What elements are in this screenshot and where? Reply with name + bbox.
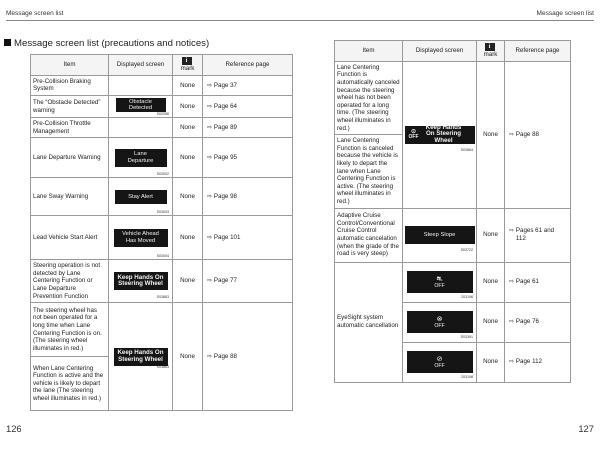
row-mark: None [477,262,505,302]
arrow-icon: ⇨ [509,227,515,235]
running-head-right: Message screen list [536,10,594,17]
table-row [31,75,293,95]
table-row [335,208,571,262]
screen-lane-departure: Lane Departure [115,149,167,167]
arrow-icon: ⇨ [207,233,213,241]
row-display [109,96,173,118]
col-ref-header: Reference page [505,41,571,62]
row-mark: None [173,178,203,216]
row-item: Adaptive Cruise Control/Conventional Cruise Control automatic cancelation (when the grade of the road is very steep) [335,208,403,262]
page-number-left: 126 [6,423,22,434]
col-item-header: Item [31,55,109,76]
ref-page-link[interactable]: Page 37 [213,81,237,89]
steering-wheel-off-icon: ⊙ OFF [408,129,419,141]
message-table-left [30,54,293,411]
ref-page-link[interactable]: Page 98 [213,192,237,200]
steering-assist-icon: ⊗ [436,315,443,323]
screen-keep-hands-on: Keep Hands On Steering Wheel [114,348,168,366]
col-display-header: Displayed screen [403,41,477,62]
ref-page-link[interactable]: Page 64 [213,102,237,110]
row-mark: None [173,118,203,138]
row-ref [203,178,293,216]
screen-code: S03722 [460,248,473,253]
table-row [31,216,293,260]
header-rule-right [300,20,594,21]
table-row [31,260,293,303]
row-display-empty [109,75,173,95]
row-mark: None [173,260,203,303]
row-ref [505,208,571,262]
row-item: The steering wheel has not been operated for a long time when Lane Centering Function is on. (The steering wheel illuminates in red.) [31,303,109,357]
arrow-icon: ⇨ [207,277,213,285]
info-icon: i [182,57,192,65]
eyesight-warning-icon: ⛐ [436,275,443,283]
row-item: Lane Departure Warning [31,138,109,178]
row-ref [203,75,293,95]
row-mark: None [173,75,203,95]
screen-keep-hands-on: Keep Hands On Steering Wheel [114,272,168,290]
row-display [403,61,477,208]
row-item: Lead Vehicle Start Alert [31,216,109,260]
row-ref [505,61,571,208]
col-mark-header: imark [477,41,505,62]
row-item: EyeSight system automatic cancellation [335,262,403,382]
screen-code: S03002 [156,171,169,176]
row-mark: None [477,61,505,208]
row-item: Pre-Collision Braking System [31,75,109,95]
row-item: Steering operation is not detected by Lane Centering Function or Lane Departure Prevention Function [31,260,109,303]
screen-code: 203196 [461,295,473,300]
screen-code: S03003 [156,209,169,214]
screen-eyesight-off-1: ⛐ OFF [407,271,473,293]
ref-page-link[interactable]: Page 89 [213,123,237,131]
screen-eyesight-off-2: ⊗ OFF [407,311,473,333]
right-page [300,0,600,450]
arrow-icon: ⇨ [509,358,515,366]
row-display [109,260,173,303]
arrow-icon: ⇨ [509,318,515,326]
row-ref [203,260,293,303]
running-head-left: Message screen list [6,10,64,17]
row-display [403,208,477,262]
row-ref [505,342,571,382]
col-mark-header: imark [173,55,203,76]
row-mark: None [173,138,203,178]
row-display [109,138,173,178]
row-item: Lane Sway Warning [31,178,109,216]
row-display [403,302,477,342]
arrow-icon: ⇨ [509,278,515,286]
cruise-control-icon: ⊘ [436,355,443,363]
screen-keep-hands-off: ⊙ OFF Keep Hands On Steering Wheel [405,126,475,144]
ref-page-link[interactable]: Page 95 [213,153,237,161]
arrow-icon: ⇨ [509,130,515,138]
section-title: Message screen list (precautions and notices) [4,38,209,49]
row-ref [505,262,571,302]
info-icon: i [485,43,495,51]
row-mark: None [477,342,505,382]
screen-vehicle-ahead: Vehicle Ahead Has Moved [114,229,168,247]
row-mark: None [173,216,203,260]
table-row [31,96,293,118]
col-display-header: Displayed screen [109,55,173,76]
ref-page-link[interactable]: Page 76 [515,318,539,326]
arrow-icon: ⇨ [207,81,213,89]
screen-code: 203198 [461,375,473,380]
table-row [31,178,293,216]
row-mark: None [477,302,505,342]
row-ref [203,303,293,411]
screen-code: S03004 [156,253,169,258]
arrow-icon: ⇨ [207,352,213,360]
row-ref [505,302,571,342]
screen-code: S02056 [156,111,169,116]
arrow-icon: ⇨ [207,123,213,131]
table-header-row [335,41,571,62]
ref-page-link[interactable]: Page 88 [515,130,539,138]
screen-stay-alert: Stay Alert [115,190,167,204]
row-item: The “Obstacle Detected” warning [31,96,109,118]
row-mark: None [173,303,203,411]
ref-page-link[interactable]: Pages 61 and 112 [515,227,555,243]
ref-page-link[interactable]: Page 77 [213,277,237,285]
ref-page-link[interactable]: Page 88 [213,352,237,360]
row-mark: None [173,96,203,118]
row-ref [203,118,293,138]
row-ref [203,138,293,178]
table-row [31,303,293,357]
row-item: Lane Centering Function is automatically canceled because the steering wheel has not been operated for a long time. (The steering wheel illuminates in red.) [335,61,403,134]
screen-steep-slope: Steep Slope [405,226,475,244]
row-mark: None [477,208,505,262]
row-item-secondary: Lane Centering Function is canceled because the vehicle is likely to depart the lane when Lane Centering Function is active. (The steering wheel illuminates in red.) [335,135,403,208]
screen-code: S03863 [156,295,169,300]
row-display [403,262,477,302]
row-display [109,303,173,411]
arrow-icon: ⇨ [207,153,213,161]
table-row [31,118,293,138]
ref-page-link[interactable]: Page 101 [213,233,241,241]
row-item-secondary: When Lane Centering Function is active and the vehicle is likely to depart the lane (The steering wheel illuminates in red.) [31,357,109,411]
table-row [335,61,571,134]
row-ref [203,96,293,118]
screen-code: S03864 [460,147,473,152]
col-ref-header: Reference page [203,55,293,76]
col-item-header: Item [335,41,403,62]
screen-code: S03391 [460,335,473,340]
table-row [31,138,293,178]
message-table-right [334,40,571,383]
page-number-right: 127 [578,423,594,434]
row-ref [203,216,293,260]
table-row [335,262,571,302]
arrow-icon: ⇨ [207,102,213,110]
row-display [109,216,173,260]
row-item: Pre-Collision Throttle Management [31,118,109,138]
row-display [109,178,173,216]
screen-code: S03863 [156,364,169,369]
header-rule-left [6,20,300,21]
screen-eyesight-off-3: ⊘ OFF [407,351,473,373]
ref-page-link[interactable]: Page 112 [515,358,542,366]
screen-obstacle-detected: Obstacle Detected [116,98,166,112]
table-header-row [31,55,293,76]
row-display-empty [109,118,173,138]
arrow-icon: ⇨ [207,192,213,200]
section-square-icon [4,39,11,46]
ref-page-link[interactable]: Page 61 [515,278,539,286]
row-display [403,342,477,382]
